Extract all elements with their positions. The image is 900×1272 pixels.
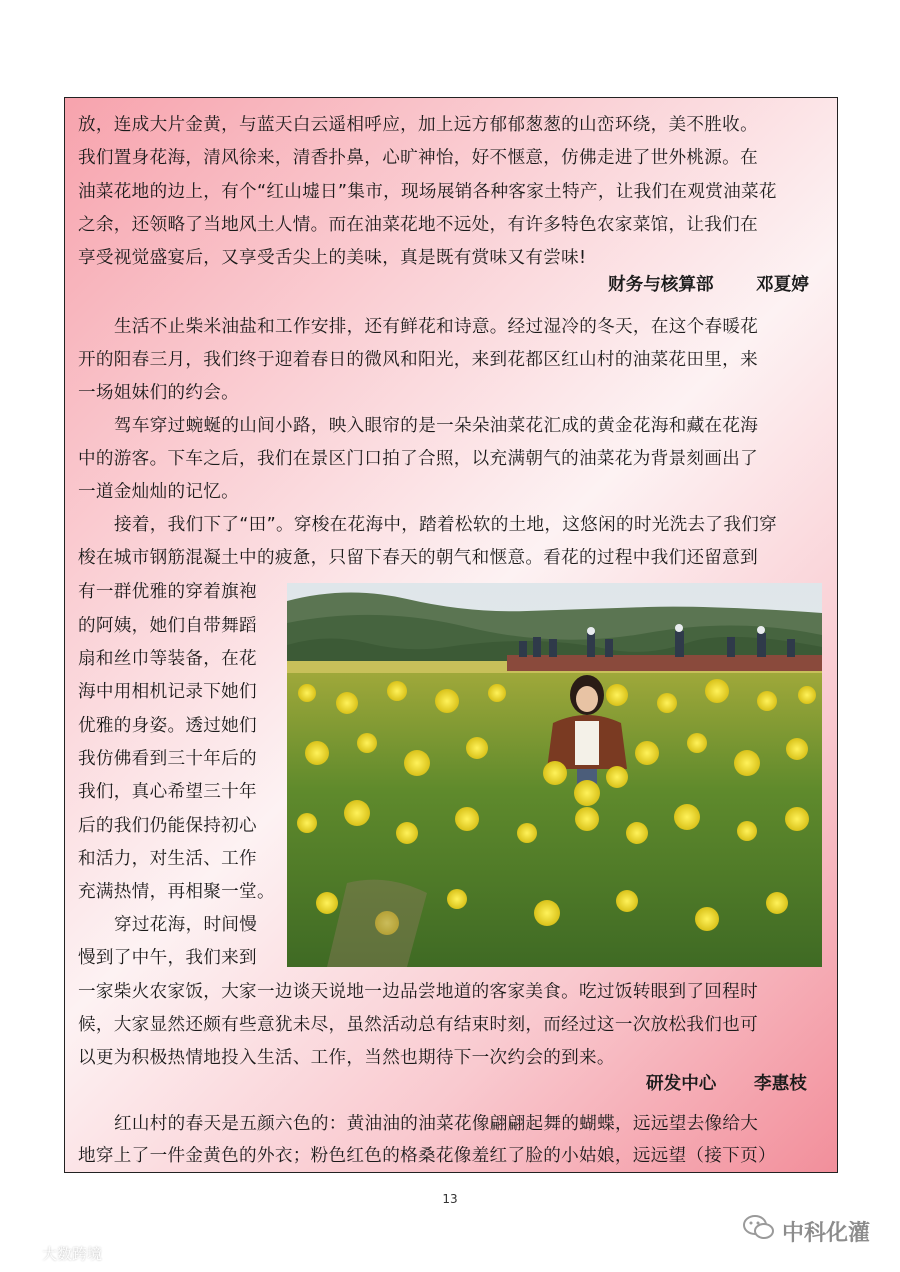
watermark-right-text: 中科化灌 xyxy=(782,1220,871,1246)
signature-department: 研发中心 xyxy=(646,1074,717,1094)
text-line: 后的我们仍能保持初心 xyxy=(78,816,257,836)
text-line: 充满热情，再相聚一堂。 xyxy=(78,882,275,902)
text-line: 中的游客。下车之后，我们在景区门口拍了合照，以充满朝气的油菜花为背景刻画出了 xyxy=(78,449,758,469)
text-line: 梭在城市钢筋混凝土中的疲惫，只留下春天的朝气和惬意。看花的过程中我们还留意到 xyxy=(78,548,758,568)
text-line: 我们置身花海，清风徐来，清香扑鼻，心旷神怡，好不惬意，仿佛走进了世外桃源。在 xyxy=(78,148,758,168)
text-line: 我们，真心希望三十年 xyxy=(78,782,257,802)
watermark-right xyxy=(742,1214,870,1248)
weibo-logo-icon xyxy=(8,1240,38,1266)
text-line: 和活力，对生活、工作 xyxy=(78,849,257,869)
text-line: 一家柴火农家饭，大家一边谈天说地一边品尝地道的客家美食。吃过饭转眼到了回程时 xyxy=(78,982,758,1002)
text-line: 的阿姨，她们自带舞蹈 xyxy=(78,616,257,636)
rapeseed-field-photo xyxy=(287,583,822,967)
text-line: 扇和丝巾等装备，在花 xyxy=(78,649,257,669)
text-line: 慢到了中午，我们来到 xyxy=(78,948,257,968)
text-line: 一场姐妹们的约会。 xyxy=(78,383,240,403)
text-line: 之余，还领略了当地风土人情。而在油菜花地不远处，有许多特色农家菜馆，让我们在 xyxy=(78,215,758,235)
text-line: 油菜花地的边上，有个“红山墟日”集市，现场展销各种客家土特产，让我们在观赏油菜花 xyxy=(78,182,777,202)
text-line: 红山村的春天是五颜六色的：黄油油的油菜花像翩翩起舞的蝴蝶，远远望去像给大 xyxy=(114,1114,759,1134)
watermark-left-text: 大数跨境 xyxy=(42,1244,103,1263)
text-line: 放，连成大片金黄，与蓝天白云遥相呼应，加上远方郁郁葱葱的山峦环绕，美不胜收。 xyxy=(78,115,758,135)
text-line: 我仿佛看到三十年后的 xyxy=(78,749,257,769)
text-line: 开的阳春三月，我们终于迎着春日的微风和阳光，来到花都区红山村的油菜花田里，来 xyxy=(78,350,758,370)
signature-author: 邓夏婷 xyxy=(756,275,809,295)
text-line: 一道金灿灿的记忆。 xyxy=(78,482,240,502)
text-line: 地穿上了一件金黄色的外衣；粉色红色的格桑花像羞红了脸的小姑娘，远远望（接下页） xyxy=(78,1146,776,1166)
text-line: 接着，我们下了“田”。穿梭在花海中，踏着松软的土地，这悠闲的时光洗去了我们穿 xyxy=(114,515,778,535)
watermark-left xyxy=(8,1240,102,1266)
text-line: 以更为积极热情地投入生活、工作，当然也期待下一次约会的到来。 xyxy=(78,1048,615,1068)
text-line: 生活不止柴米油盐和工作安排，还有鲜花和诗意。经过湿冷的冬天，在这个春暖花 xyxy=(114,317,759,337)
signature-author: 李惠枝 xyxy=(754,1074,807,1094)
text-line: 享受视觉盛宴后，又享受舌尖上的美味，真是既有赏味又有尝味! xyxy=(78,248,587,268)
text-line: 驾车穿过蜿蜒的山间小路，映入眼帘的是一朵朵油菜花汇成的黄金花海和藏在花海 xyxy=(114,416,759,436)
page-number: 13 xyxy=(442,1192,458,1206)
text-line: 有一群优雅的穿着旗袍 xyxy=(78,582,257,602)
text-line: 穿过花海，时间慢 xyxy=(114,915,258,935)
text-line: 优雅的身姿。透过她们 xyxy=(78,716,257,736)
wechat-logo-icon xyxy=(742,1214,776,1248)
text-line: 候，大家显然还颇有些意犹未尽，虽然活动总有结束时刻，而经过这一次放松我们也可 xyxy=(78,1015,758,1035)
text-line: 海中用相机记录下她们 xyxy=(78,682,257,702)
signature-department: 财务与核算部 xyxy=(608,275,714,295)
